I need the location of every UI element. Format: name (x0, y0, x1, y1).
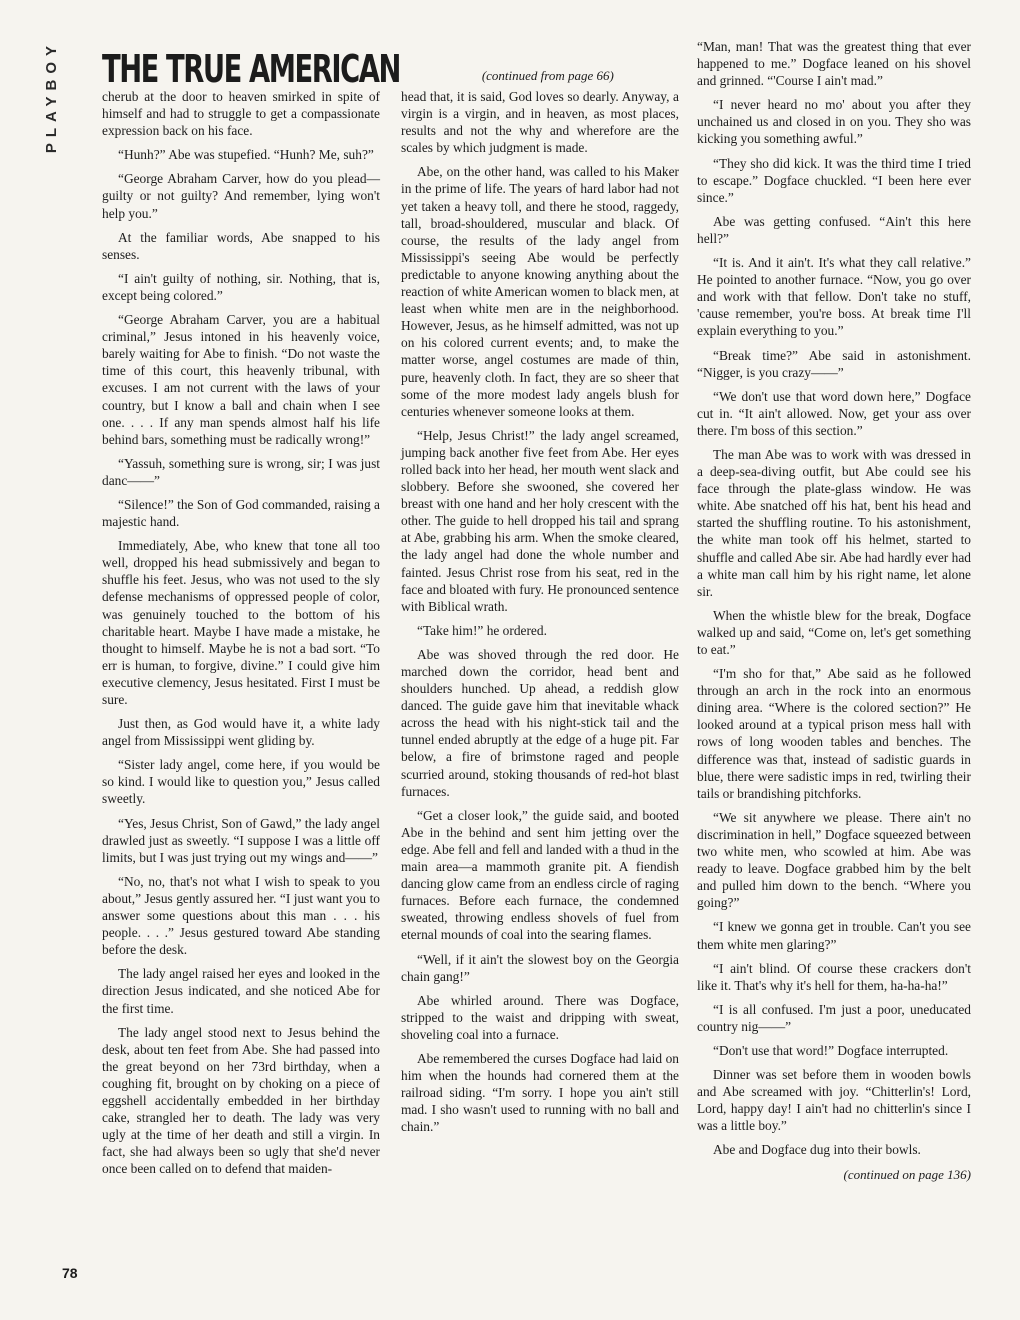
text-column-2 (401, 88, 679, 1293)
paragraph: “Yes, Jesus Christ, Son of Gawd,” the lady angel drawled just as sweetly. “I suppose I was a little off limits, but I was just trying out my wings and——” (102, 815, 380, 865)
magazine-masthead: PLAYBOY (43, 40, 60, 154)
paragraph: “George Abraham Carver, how do you plead—guilty or not guilty? And remember, lying won't help you.” (102, 171, 380, 221)
paragraph: “I knew we gonna get in trouble. Can't you see them white men glaring?” (697, 919, 971, 952)
paragraph: “Get a closer look,” the guide said, and booted Abe in the behind and sent him jetting over the edge. Abe fell and fell and landed with a thud in the main area—a mammoth granite pit. A fiendish dancing glow came from an endless circle of raging furnaces. Before each furnace, the condemned sweated, throwing endless shovels of fuel from eternal mounds of coal into the searing flames. (401, 807, 679, 943)
paragraph: Abe and Dogface dug into their bowls. (713, 1142, 921, 1158)
paragraph: head that, it is said, God loves so dearly. Anyway, a virgin is a virgin, and in heaven, as most places, results and not the why and wherefore are the scales by which judgment is made. (401, 89, 679, 156)
paragraph: “Hunh?” Abe was stupefied. “Hunh? Me, suh?” (118, 147, 374, 163)
paragraph: The man Abe was to work with was dressed in a deep-sea-diving outfit, but Abe could see his face through the plate-glass window. He was white. Abe snatched off his hat, bent his head and started the shuffling routine. To his astonishment, the white man took off his helmet, started to shuffle and called Abe sir. Abe had hardly ever had a white man call him by his right name, let alone sir. (697, 446, 971, 599)
paragraph: Abe remembered the curses Dogface had laid on him when the hounds had cornered them at the railroad siding. “I'm sorry. I hope you ain't still mad. I sho wasn't used to running with no ball and chain.” (401, 1050, 679, 1135)
paragraph: “No, no, that's not what I wish to speak to you about,” Jesus gently assured her. “I just want you to answer some questions about this man . . . his people. . . .” Jesus gestured toward Abe standing before the desk. (102, 873, 380, 958)
paragraph: “We don't use that word down here,” Dogface cut in. “It ain't allowed. Now, get your ass over there. I'm boss of this section.” (697, 388, 971, 438)
paragraph: Immediately, Abe, who knew that tone all too well, dropped his head submissively and began to shuffle his feet. Jesus, who was not used to the sly defense mechanisms of oppressed people of color, was genuinely touched to the bottom of his charitable heart. Maybe I have made a mistake, he thought to himself. Maybe he is not a bad sort. “To err is human, to forgive, divine.” I could give him executive clemency, Jesus hesitated. First I must be sure. (102, 538, 380, 707)
paragraph: The lady angel raised her eyes and looked in the direction Jesus indicated, and she noticed Abe for the first time. (102, 966, 380, 1016)
article-title: THE TRUE AMERICAN (102, 47, 400, 91)
paragraph: “Sister lady angel, come here, if you would be so kind. I would like to question you,” Jesus called sweetly. (102, 757, 380, 807)
paragraph: “I never heard no mo' about you after they unchained us and closed in on you. They sho was kicking you something awful.” (697, 97, 971, 147)
paragraph: Abe, on the other hand, was called to his Maker in the prime of life. The years of hard labor had not yet taken a heavy toll, and there he stood, raggedy, tall, broad-shouldered, muscular and black. Of course, the results of the lady angel from Mississippi's seeing Abe would be perfectly predictable to anyone knowing anything about the reaction of white American women to black men, at least when white men are in the neighborhood. However, Jesus, as he himself admitted, was not up on his colored current events; and, to make the matter worse, angel costumes are made of thin, pure, heavenly cloth. In fact, they are so sheer that some of the more modest lady angels blush for centuries whenever someone looks at them. (401, 164, 679, 419)
paragraph: “Don't use that word!” Dogface interrupted. (713, 1042, 949, 1058)
paragraph: Just then, as God would have it, a white lady angel from Mississippi went gliding by. (102, 716, 380, 749)
paragraph: cherub at the door to heaven smirked in spite of himself and had to struggle to get a compassionate expression back on his face. (102, 89, 380, 139)
paragraph: “Yassuh, something sure is wrong, sir; I was just danc——” (102, 455, 380, 488)
continued-from-note: (continued from page 66) (481, 68, 614, 83)
paragraph: When the whistle blew for the break, Dogface walked up and said, “Come on, let's get something to eat.” (697, 607, 971, 657)
paragraph: Abe was shoved through the red door. He marched down the corridor, head bent and shoulders hunched. Up ahead, a reddish glow danced. The guide gave him that inevitable whack across the head with his night-stick tail and the tunnel ended abruptly at the edge of a huge pit. Far below, a fire of brimstone raged and people scurried around, stoking thousands of red-hot blast furnaces. (401, 646, 679, 799)
paragraph: Abe whirled around. There was Dogface, stripped to the waist and dripping with sweat, shoveling coal into a furnace. (401, 992, 679, 1042)
text-column-1 (102, 88, 380, 1293)
paragraph: “Help, Jesus Christ!” the lady angel screamed, jumping back another five feet from Abe. Her eyes rolled back into her head, her mouth went slack and slobbery. Before she swooned, she covered her breast with one hand and her holy crescent with the other. The guide to hell dropped his tail and sprang at Abe, grabbing his arm. When the smoke cleared, the lady angel had done the whole number and fainted. Jesus Christ rose from his seat, red in the face and bloated with fury. He pronounced sentence with Biblical wrath. (401, 427, 679, 614)
paragraph: “George Abraham Carver, you are a habitual criminal,” Jesus intoned in his heavenly voice, barely waiting for Abe to finish. “Do not waste the time of this court, this heavenly tribunal, with excuses. I am not current with the laws of your country, but I know a ball and chain when I see one. . . . If any man spends almost half his life behind bars, something must be radically wrong!” (102, 312, 380, 447)
paragraph: “Well, if it ain't the slowest boy on the Georgia chain gang!” (401, 951, 679, 984)
paragraph: “Break time?” Abe said in astonishment. “Nigger, is you crazy——” (697, 347, 971, 380)
paragraph: Abe was getting confused. “Ain't this here hell?” (697, 213, 971, 246)
continued-on-note: (continued on page 136) (843, 1166, 971, 1182)
paragraph: “We sit anywhere we please. There ain't no discrimination in hell,” Dogface squeezed between two white men, who scowled at him. Abe was ready to leave. Dogface grabbed him by the belt and pulled him down to the bench. “Where you going?” (697, 809, 971, 911)
text-column-3 (697, 38, 971, 1293)
page-number: 78 (62, 1265, 78, 1281)
paragraph: “I ain't guilty of nothing, sir. Nothing, that is, except being colored.” (102, 270, 380, 303)
paragraph: At the familiar words, Abe snapped to his senses. (102, 229, 380, 262)
paragraph: “It is. And it ain't. It's what they call relative.” He pointed to another furnace. “Now, you go over and work with that fellow. Don't take no stuff, 'cause remember, you're boss. At break time I'll explain everything to you.” (697, 255, 971, 339)
article-header (102, 36, 662, 91)
paragraph: “Silence!” the Son of God commanded, raising a majestic hand. (102, 496, 380, 530)
paragraph: Dinner was set before them in wooden bowls and Abe screamed with joy. “Chitterlin's! Lord, Lord, happy day! I ain't had no chitterlin's since I was a little boy.” (697, 1067, 971, 1134)
paragraph: “I'm sho for that,” Abe said as he followed through an arch in the rock into an enormous dining area. “Where is the colored section?” He looked around at a typical prison mess hall with rows of long wooden tables and benches. The difference was that, instead of sadistic guards in blue, there were sadistic imps in red, twirling their tails or brandishing pitchforks. (697, 666, 971, 801)
paragraph: “I ain't blind. Of course these crackers don't like it. That's why it's hell for them, ha-ha-ha!” (697, 960, 971, 993)
paragraph: The lady angel stood next to Jesus behind the desk, about ten feet from Abe. She had passed into the great beyond on her 73rd birthday, when a coughing fit, brought on by choking on a piece of eggshell accidentally embedded in her birthday cake, strangled her to death. The lady was very ugly at the time of her death and still a virgin. In fact, she had always been so ugly that she'd never once been called on to defend that maiden- (102, 1024, 380, 1177)
paragraph: “Man, man! That was the greatest thing that ever happened to me.” Dogface leaned on his shovel and grinned. “'Course I ain't mad.” (697, 39, 971, 89)
paragraph: “Take him!” he ordered. (417, 622, 547, 638)
paragraph: “I is all confused. I'm just a poor, uneducated country nig——” (697, 1001, 971, 1034)
paragraph: “They sho did kick. It was the third time I tried to escape.” Dogface chuckled. “I been here ever since.” (697, 155, 971, 205)
